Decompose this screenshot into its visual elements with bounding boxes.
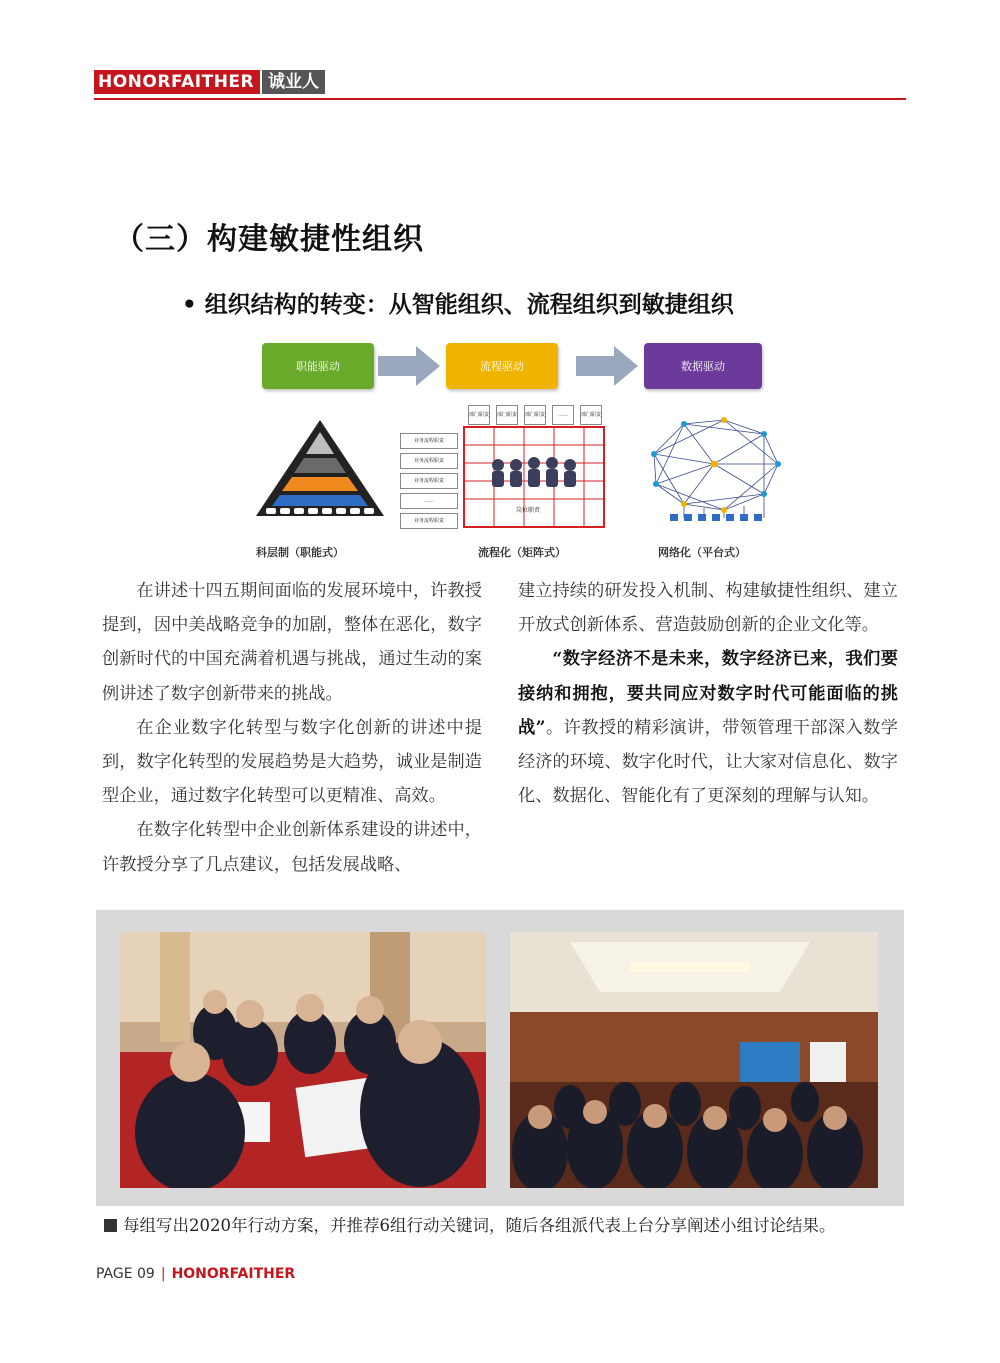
photo-caption (104, 1212, 904, 1236)
dept-label: 部门职责 (496, 405, 518, 425)
process-row-label: 业务流程职责 (400, 473, 458, 489)
dept-label: 部门职责 (468, 405, 490, 425)
paragraph: 在企业数字化转型与数字化创新的讲述中提到，数字化转型的发展趋势是大趋势，诚业是制造型企业，通过数字化转型可以更精准、高效。 (102, 717, 482, 807)
slide-subheading: • 组织结构的转变：从智能组织、流程组织到敏捷组织 (182, 292, 734, 318)
caption-text: 每组写出2020年行动方案，并推荐6组行动关键词，随后各组派代表上台分享阐述小组讨论结果。 (123, 1216, 836, 1235)
photo-lecture-hall (510, 932, 878, 1188)
process-row-label: …… (400, 493, 458, 509)
network-graph-icon (644, 414, 784, 522)
arrow-right-icon (576, 346, 640, 386)
page-header (94, 70, 906, 100)
process-matrix-diagram (396, 405, 616, 535)
quote-text: “数字经济不是未来，数字经济已来，我们要接纳和拥抱，要共同应对数字时代可能面临的挑战” (518, 649, 898, 738)
dept-label: 部门职责 (580, 405, 602, 425)
page-footer (96, 1266, 295, 1282)
stage-process-driven: 流程驱动 (446, 343, 558, 389)
header-divider (94, 98, 906, 100)
arrow-right-icon (378, 346, 442, 386)
slide-heading: （三）构建敏捷性组织 (114, 222, 424, 257)
diagram-label-network: 网络化（平台式） (658, 546, 746, 559)
process-row-label: 业务流程职责 (400, 453, 458, 469)
body-column-right (518, 574, 898, 813)
quote-followup: 。许教授的精彩演讲，带领管理干部深入数学经济的环境、数字化时代，让大家对信息化、数字化、数据化、智能化有了更深刻的理解与认知。 (518, 717, 898, 807)
dept-label: 部门职责 (524, 405, 546, 425)
footer-separator: | (160, 1266, 166, 1282)
hierarchy-pyramid-icon (254, 418, 386, 522)
diagram-label-process: 流程化（矩阵式） (478, 546, 566, 559)
footer-brand: HONORFAITHER (171, 1266, 296, 1282)
body-column-left (102, 574, 482, 882)
brand-logo: HONORFAITHER (94, 70, 260, 94)
slide-figure (96, 200, 904, 570)
dept-label-row (468, 405, 602, 425)
process-row-label: 业务流程职责 (400, 433, 458, 449)
diagram-label-hierarchy: 科层制（职能式） (256, 546, 344, 559)
paragraph: 在讲述十四五期间面临的发展环境中，许教授提到，因中美战略竞争的加剧，整体在恶化，数字创新时代的中国充满着机遇与挑战，通过生动的案例讲述了数字创新带来的挑战。 (102, 581, 482, 704)
photo-panel (96, 910, 904, 1206)
process-inner-label: 岗位职责 (516, 507, 541, 514)
stage-function-driven: 职能驱动 (262, 343, 374, 389)
process-row-label: 业务流程职责 (400, 513, 458, 529)
dept-label: …… (552, 405, 574, 425)
paragraph-quote (518, 642, 898, 813)
paragraph: 在数字化转型中企业创新体系建设的讲述中，许教授分享了几点建议，包括发展战略、 (102, 820, 482, 875)
process-row-labels (400, 433, 458, 529)
stage-data-driven: 数据驱动 (644, 343, 762, 389)
page-number: PAGE 09 (96, 1266, 155, 1282)
paragraph-continuation: 建立持续的研发投入机制、构建敏捷性组织、建立开放式创新体系、营造鼓励创新的企业文化等。 (518, 581, 898, 636)
brand-cn-label: 诚业人 (262, 70, 325, 94)
photo-group-discussion (120, 932, 486, 1188)
bullet-square-icon (104, 1219, 117, 1232)
